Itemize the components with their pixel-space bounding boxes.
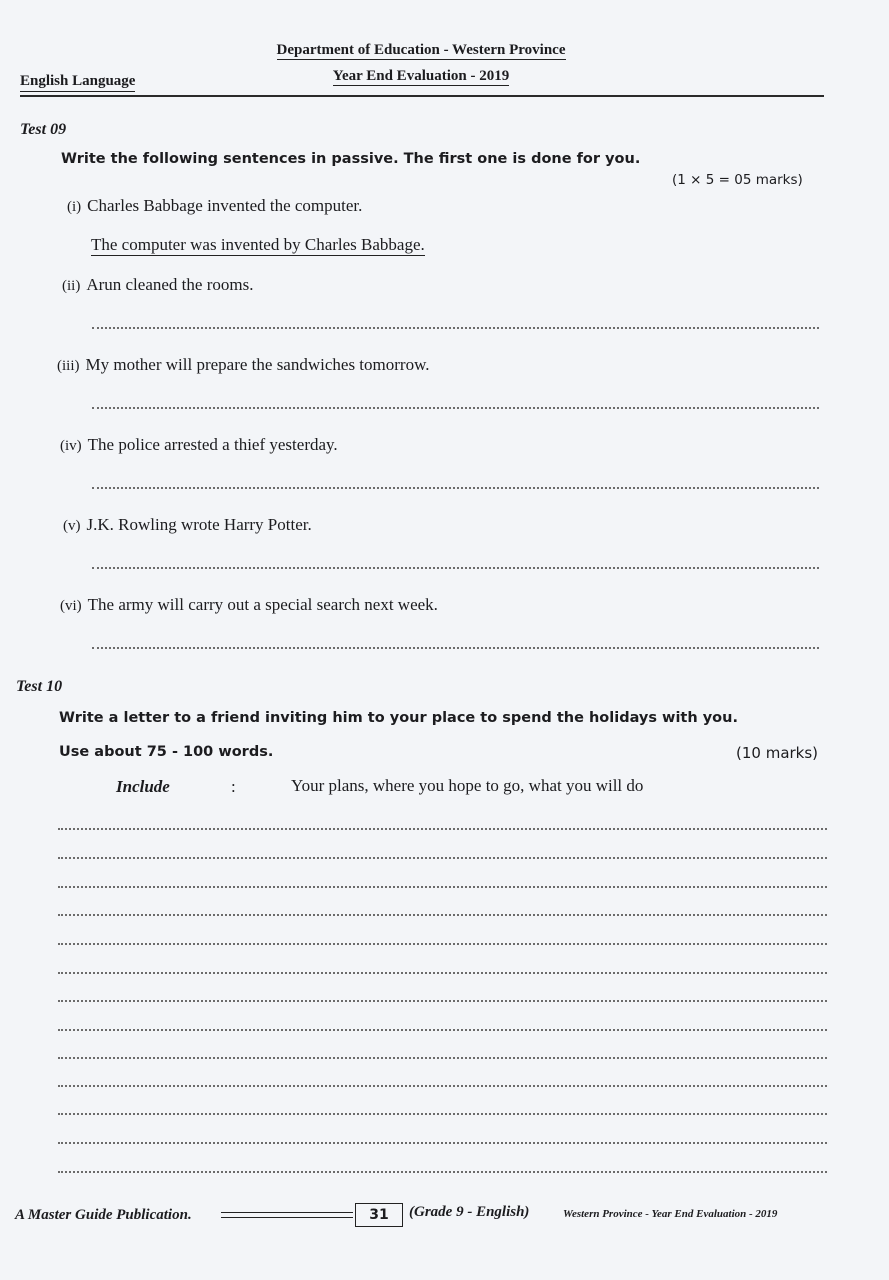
letter-line[interactable]	[58, 828, 827, 830]
letter-line[interactable]	[58, 1057, 827, 1059]
item-sentence: The army will carry out a special search next week.	[87, 595, 438, 614]
item-number: (i)	[67, 199, 82, 215]
letter-line[interactable]	[58, 914, 827, 916]
letter-line[interactable]	[58, 943, 827, 945]
header-department	[0, 42, 842, 59]
include-text: Your plans, where you hope to go, what you will do	[291, 776, 644, 795]
question-item-1	[67, 196, 362, 216]
question-item-2	[62, 275, 253, 295]
letter-line[interactable]	[58, 1113, 827, 1115]
footer-publisher: A Master Guide Publication.	[15, 1207, 192, 1223]
letter-line[interactable]	[58, 1029, 827, 1031]
letter-line[interactable]	[58, 1142, 827, 1144]
item-number: (ii)	[62, 278, 81, 294]
test10-word-count: Use about 75 - 100 words.	[59, 744, 274, 760]
item-sentence: The police arrested a thief yesterday.	[87, 435, 338, 454]
test10-instruction: Write a letter to a friend inviting him to your place to spend the holidays with you.	[59, 710, 738, 726]
answer-line[interactable]	[92, 647, 819, 649]
test10-title: Test 10	[16, 678, 63, 695]
footer-rule	[221, 1212, 353, 1218]
letter-line[interactable]	[58, 1085, 827, 1087]
header-divider	[20, 95, 824, 97]
department-text: Department of Education - Western Province	[276, 42, 566, 58]
item-number: (iii)	[57, 358, 80, 374]
answer-line[interactable]	[92, 407, 819, 409]
question-item-6	[60, 595, 438, 615]
footer-source: Western Province - Year End Evaluation - 2019	[563, 1208, 778, 1220]
letter-line[interactable]	[58, 1000, 827, 1002]
include-label: Include	[116, 777, 170, 796]
test09-title: Test 09	[20, 121, 67, 138]
question-item-3	[57, 355, 430, 375]
item-number: (v)	[63, 518, 81, 534]
item-sentence: Arun cleaned the rooms.	[86, 275, 254, 294]
page-number: 31	[355, 1203, 403, 1227]
letter-line[interactable]	[58, 886, 827, 888]
question-item-4	[60, 435, 338, 455]
letter-line[interactable]	[58, 1171, 827, 1173]
subject-title: English Language	[20, 73, 135, 92]
footer-grade: (Grade 9 - English)	[409, 1204, 530, 1220]
example-answer: The computer was invented by Charles Babbage.	[91, 235, 425, 254]
item-number: (iv)	[60, 438, 82, 454]
test10-marks: (10 marks)	[736, 744, 819, 762]
question-item-5	[63, 515, 312, 535]
item-sentence: J.K. Rowling wrote Harry Potter.	[86, 515, 312, 534]
letter-line[interactable]	[58, 972, 827, 974]
answer-line[interactable]	[92, 567, 819, 569]
item-sentence: Charles Babbage invented the computer.	[87, 196, 363, 215]
item-number: (vi)	[60, 598, 82, 614]
test09-instruction: Write the following sentences in passive. The first one is done for you.	[61, 151, 641, 167]
item-sentence: My mother will prepare the sandwiches tomorrow.	[85, 355, 430, 374]
evaluation-text: Year End Evaluation - 2019	[332, 68, 510, 84]
letter-line[interactable]	[58, 857, 827, 859]
include-colon: :	[231, 777, 236, 796]
test09-marks: (1 × 5 = 05 marks)	[672, 172, 803, 188]
answer-line[interactable]	[92, 487, 819, 489]
answer-line[interactable]	[92, 327, 819, 329]
